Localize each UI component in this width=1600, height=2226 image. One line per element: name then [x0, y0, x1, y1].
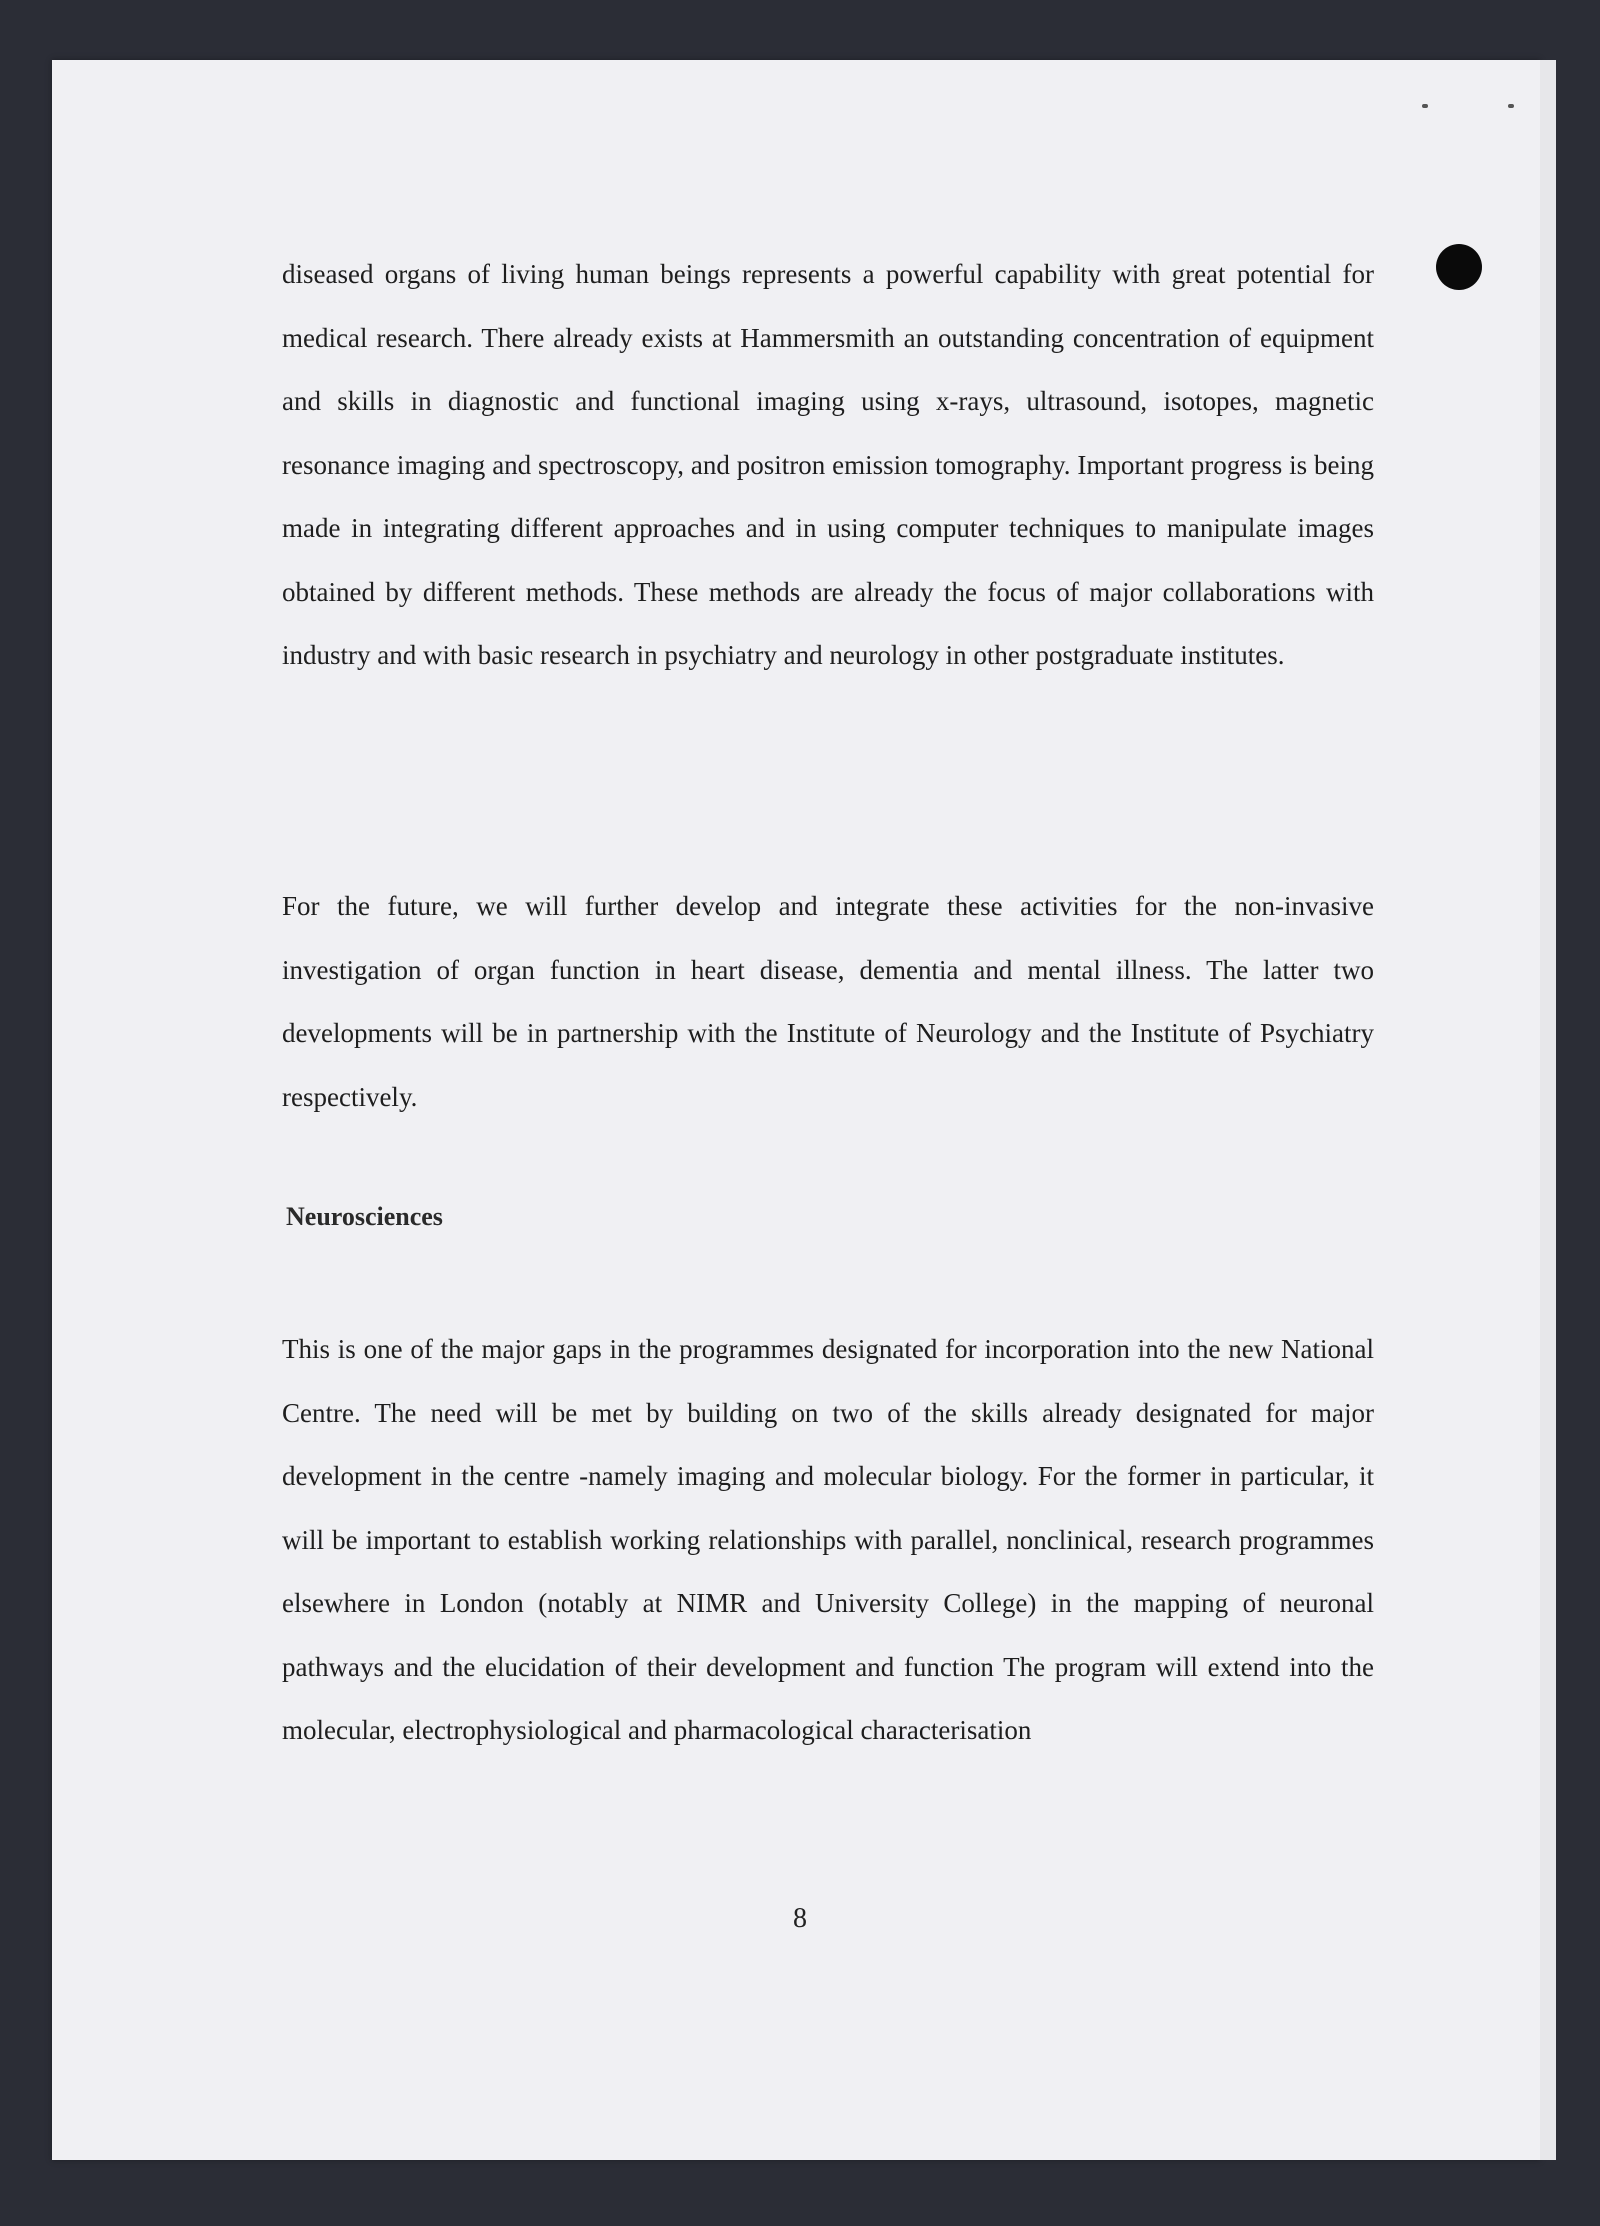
paragraph-future: [282, 875, 1374, 1129]
paragraph-neurosciences-text: This is one of the major gaps in the programmes designated for incorporation into the new National Centre. The need will be met by building on two of the skills already designated for major development in the centre -namely imaging and molecular biology. For the former in particular, it will be important to establish working relationships with parallel, nonclinical, research programmes elsewhere in London (notably at NIMR and University College) in the mapping of neuronal pathways and the elucidation of their development and function The program will extend into the molecular, electrophysiological and pharmacological characterisation: [282, 1334, 1374, 1745]
paragraph-imaging: [282, 243, 1374, 688]
section-heading: Neurosciences: [286, 1202, 443, 1231]
paragraph-imaging-text: diseased organs of living human beings represents a powerful capability with great potential for medical research. There already exists at Hammersmith an outstanding concentration of equipment and skills in diagnostic and functional imaging using x-rays, ultrasound, isotopes, magnetic resonance imaging and spectroscopy, and positron emission tomography. Important progress is being made in integrating different approaches and in using computer techniques to manipulate images obtained by different methods. These methods are already the focus of major collaborations with industry and with basic research in psychiatry and neurology in other postgraduate institutes.: [282, 259, 1374, 670]
paragraph-neurosciences: [282, 1318, 1374, 1763]
punch-hole: [1436, 244, 1482, 290]
paragraph-future-text: For the future, we will further develop and integrate these activities for the non-invasive investigation of organ function in heart disease, dementia and mental illness. The latter two developments will be in partnership with the Institute of Neurology and the Institute of Psychiatry respectively.: [282, 891, 1374, 1112]
corner-mark: [1422, 104, 1428, 108]
corner-mark: [1508, 104, 1514, 108]
page-number: 8: [793, 1903, 807, 1934]
page-edge: [1540, 60, 1556, 2160]
